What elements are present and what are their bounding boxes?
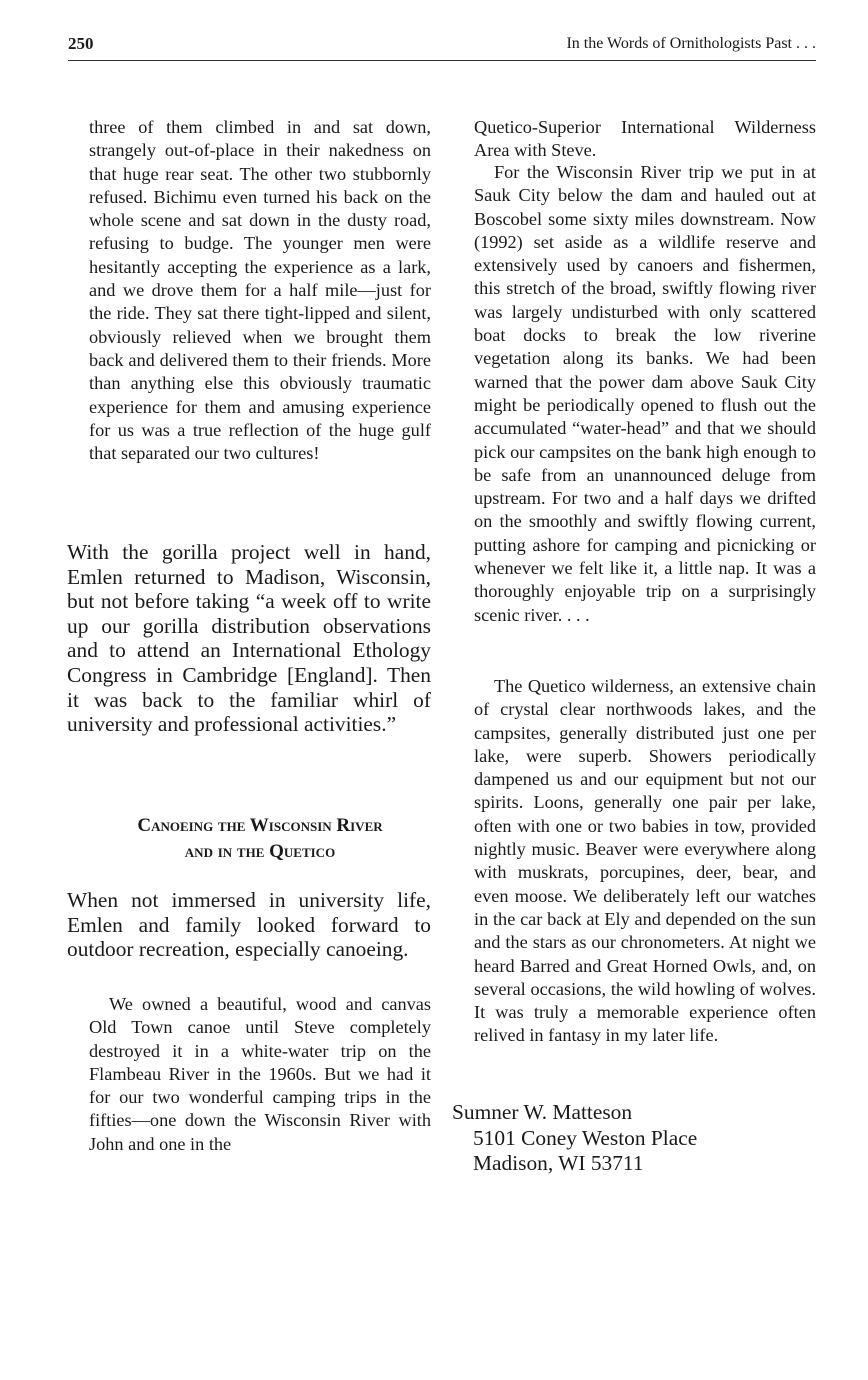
section-heading-line1: Canoeing the Wisconsin River bbox=[137, 815, 383, 836]
paragraph-quetico-wilderness: The Quetico wilderness, an extensive chain of crystal clear northwoods lakes, and the campsites, generally distributed just one per lake, were superb. Showers periodically dampened us and our equipment but not our spirits. Loons, generally one pair per lake, often with one or two babies in tow, provided nightly music. Beaver were everywhere along with muskrats, porcupines, deer, bear, and even moose. We deliberately left our watches in the car back at Ely and depended on the sun and the stars as our chronometers. At night we heard Barred and Great Horned Owls, and, on several occasions, the wild howling of wolves. It was truly a memorable experience often relived in fantasy in my later life. bbox=[474, 676, 816, 1046]
section-heading-line2: and in the Quetico bbox=[184, 841, 336, 862]
page-number: 250 bbox=[68, 34, 94, 53]
paragraph-gorilla-project: With the gorilla project well in hand, Emlen returned to Madison, Wisconsin, but not before taking “a week off to write up our gorilla distribution observations and to attend an International Ethology Congress in Cambridge [England]. Then it was back to the familiar whirl of university and professional activities.” bbox=[67, 540, 431, 737]
paragraph-intro-canoeing: When not immersed in university life, Emlen and family looked forward to outdoor recreation, especially canoeing. bbox=[67, 888, 431, 962]
paragraph-canoe: We owned a beautiful, wood and canvas Old Town canoe until Steve completely destroyed it in a white-water trip on the Flambeau River in the 1960s. But we had it for our two wonderful camping trips in the fifties—one down the Wisconsin River with John and one in the bbox=[89, 994, 431, 1154]
running-head: In the Words of Ornithologists Past . . . bbox=[566, 35, 816, 52]
paragraph-wisconsin-trip: For the Wisconsin River trip we put in at Sauk City below the dam and hauled out at Boscobel some sixty miles downstream. Now (1992) set aside as a wildlife reserve and extensively used by canoers and fishermen, this stretch of the broad, swiftly flowing river was largely undisturbed with only scattered boat docks to break the low riverine vegetation along its banks. We had been warned that the power dam above Sauk City might be periodically opened to flush out the accumulated “water-head” and that we should pick our campsites on the bank high enough to be safe from an unannounced deluge from upstream. For two and a half days we drifted on the smoothly and swiftly flowing current, putting ashore for camping and picnicking or whenever we felt like it, a little nap. It was a thoroughly enjoyable trip on a surprisingly scenic river. . . . bbox=[474, 162, 816, 625]
author-address-line1: 5101 Coney Weston Place bbox=[473, 1125, 698, 1150]
author-signature bbox=[452, 1100, 816, 1177]
author-address-line2: Madison, WI 53711 bbox=[473, 1151, 644, 1175]
page-header bbox=[68, 32, 816, 61]
paragraph-car-ride: three of them climbed in and sat down, strangely out-of-place in their nakedness on that huge rear seat. The other two stubbornly refused. Bichimu even turned his back on the whole scene and sat down in the dusty road, refusing to budge. The younger men were hesitantly accepting the experience as a lark, and we drove them for a half mile—just for the ride. They sat there tight-lipped and silent, obviously relieved when we brought them back and delivered them to their friends. More than anything else this obviously traumatic experience for them and amusing experience for us was a true reflection of the huge gulf that separated our two cultures! bbox=[89, 117, 431, 464]
paragraph-quetico-continued: Quetico-Superior International Wilderness Area with Steve. bbox=[474, 117, 816, 161]
section-heading bbox=[89, 813, 431, 865]
author-name: Sumner W. Matteson bbox=[452, 1100, 633, 1124]
